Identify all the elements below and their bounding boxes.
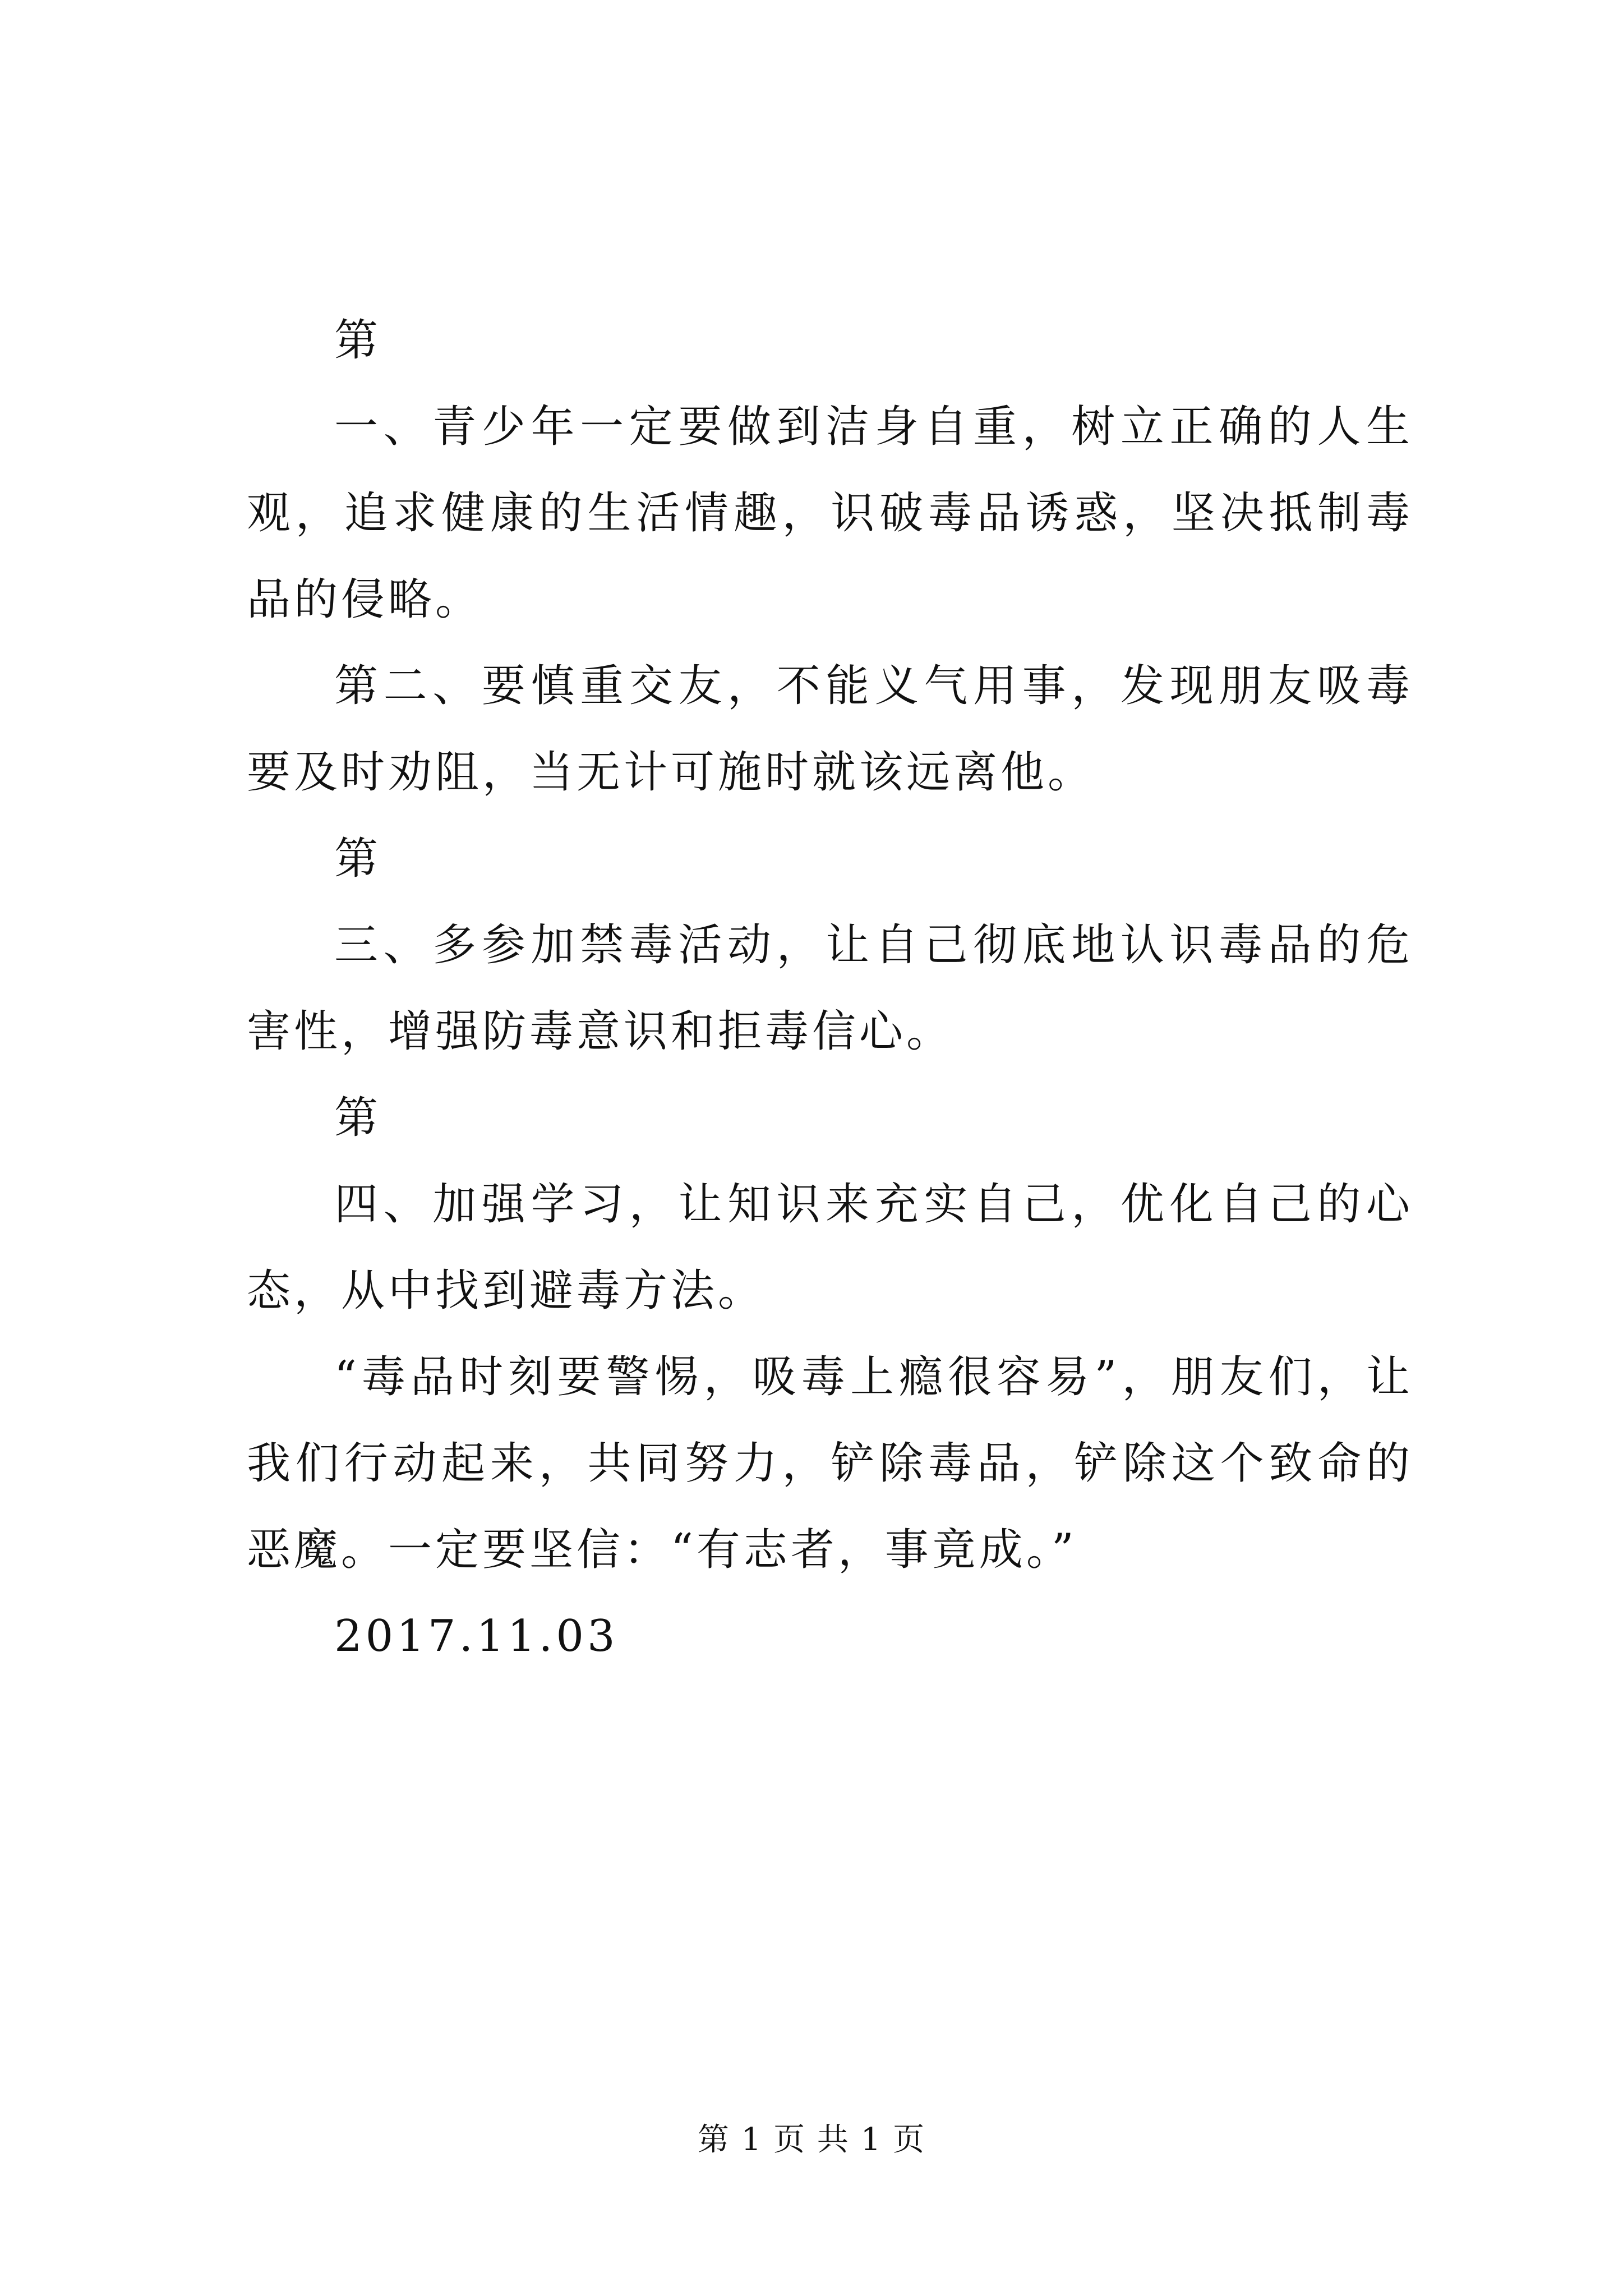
paragraph-point-4: 四、加强学习，让知识来充实自己，优化自己的心态，从中找到避毒方法。 (247, 1179, 1413, 1316)
paragraph-heading-3: 第 (334, 834, 382, 884)
document-body (247, 297, 1413, 1680)
paragraph-point-3: 三、多参加禁毒活动，让自己彻底地认识毒品的危害性，增强防毒意识和拒毒信心。 (247, 920, 1413, 1057)
paragraph-conclusion: “毒品时刻要警惕，吸毒上瘾很容易”，朋友们，让我们行动起来，共同努力，铲除毒品，铲除这个致命的恶魔。一定要坚信：“有志者，事竟成。” (247, 1352, 1413, 1575)
paragraph-heading-4: 第 (334, 1093, 382, 1143)
paragraph-heading-1: 第 (334, 315, 382, 366)
page-footer: 第 1 页 共 1 页 (697, 2122, 926, 2158)
paragraph-point-2: 第二、要慎重交友，不能义气用事，发现朋友吸毒要及时劝阻，当无计可施时就该远离他。 (247, 661, 1413, 798)
document-date: 2017.11.03 (334, 1611, 619, 1662)
paragraph-point-1: 一、青少年一定要做到洁身自重，树立正确的人生观，追求健康的生活情趣，识破毒品诱惑，坚决抵制毒品的侵略。 (247, 402, 1413, 625)
